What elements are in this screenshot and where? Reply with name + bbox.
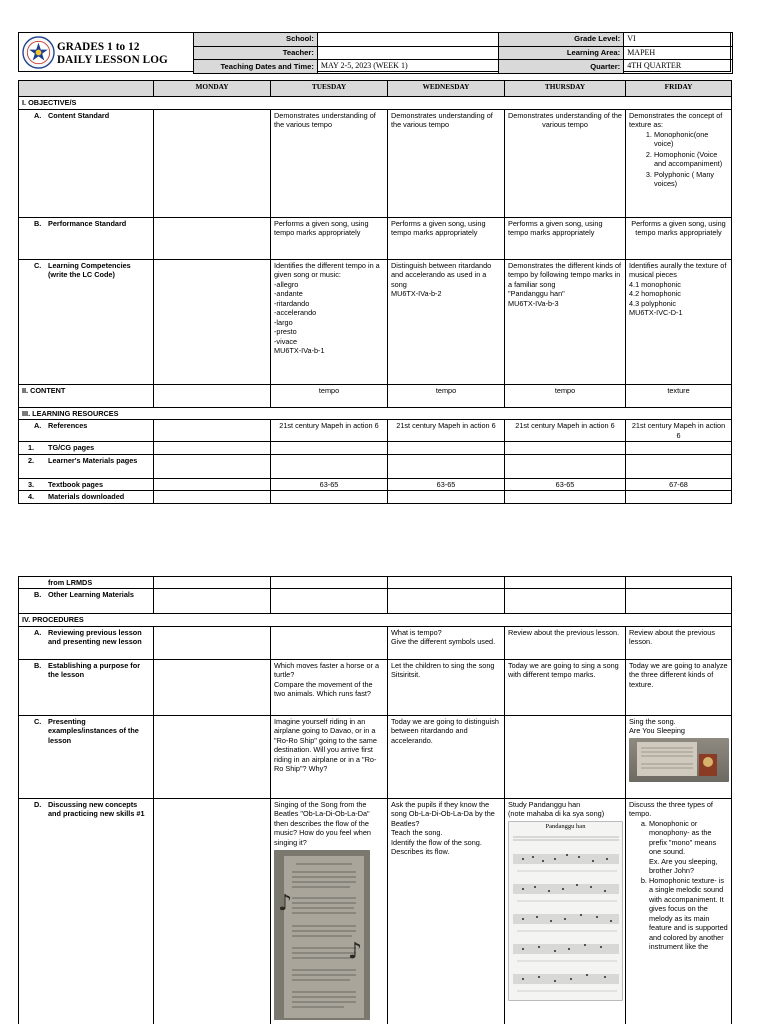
cell-thursday: Demonstrates the different kinds of tempo by following tempo marks in a familiar song "Pandanggu han" MU6TX-IVa-b-3 bbox=[505, 260, 626, 385]
cell-tuesday: tempo bbox=[271, 385, 388, 408]
content-section-row bbox=[19, 385, 732, 408]
cell-thursday: Demonstrates understanding of the various tempo bbox=[505, 110, 626, 218]
row-label: Textbook pages bbox=[48, 479, 104, 489]
cell-monday bbox=[154, 385, 271, 408]
procedures-heading: IV. PROCEDURES bbox=[19, 614, 732, 626]
cell-thursday: Review about the previous lesson. bbox=[505, 626, 626, 659]
procedures-section-row bbox=[19, 614, 732, 626]
cell-tuesday: 21st century Mapeh in action 6 bbox=[271, 420, 388, 442]
cell-friday: 67-68 bbox=[626, 478, 732, 490]
references-row bbox=[19, 420, 732, 442]
row-label: Performance Standard bbox=[48, 219, 127, 228]
document-title bbox=[57, 41, 168, 67]
school-label: School: bbox=[194, 33, 318, 47]
cell-tuesday bbox=[271, 626, 388, 659]
row-label: Establishing a purpose for the lesson bbox=[48, 660, 141, 680]
are-you-sleeping-photo bbox=[629, 738, 729, 782]
row-number: 1. bbox=[28, 443, 35, 453]
cell-friday: Identifies aurally the texture of musical pieces 4.1 monophonic 4.2 homophonic 4.3 polyphonic MU6TX-IVC-D-1 bbox=[626, 260, 732, 385]
cell-wednesday: Distinguish between ritardando and accelerando as used in a song MU6TX-IVa-b-2 bbox=[388, 260, 505, 385]
row-label: Discussing new concepts and practicing new skills #1 bbox=[48, 799, 145, 819]
cell-friday: Review about the previous lesson. bbox=[626, 626, 732, 659]
corner-cell bbox=[19, 81, 154, 97]
cell-thursday: 63-65 bbox=[505, 478, 626, 490]
cell-thursday bbox=[505, 798, 626, 1024]
content-heading: II. CONTENT bbox=[19, 385, 154, 408]
content-standard-row bbox=[19, 110, 732, 218]
cell-wednesday: Performs a given song, using tempo marks appropriately bbox=[388, 218, 505, 260]
list-item: 2. Homophonic (Voice and accompaniment) bbox=[654, 150, 728, 169]
texture-intro: Demonstrates the concept of texture as: bbox=[629, 111, 723, 130]
row-letter: A. bbox=[34, 111, 42, 120]
cell-wednesday: Ask the pupils if they know the song Ob-La-Di-Ob-La-Da by the Beatles? Teach the song. Identify the flow of the song. Describes its flow. bbox=[388, 798, 505, 1024]
cell-monday bbox=[154, 715, 271, 798]
lyrics-photo bbox=[274, 850, 370, 1020]
row-label: Reviewing previous lesson and presenting new lesson bbox=[48, 627, 142, 647]
texture-list bbox=[642, 130, 728, 189]
row-number: 4. bbox=[28, 492, 35, 502]
list-item: a. Monophonic or monophony- as the prefix "mono" means one sound. Ex. Are you sleeping, brother John? bbox=[649, 819, 728, 876]
other-materials-row bbox=[19, 589, 732, 614]
learning-area-label: Learning Area: bbox=[499, 46, 624, 60]
day-monday: MONDAY bbox=[154, 81, 271, 97]
learning-area-value: MAPEH bbox=[624, 46, 733, 60]
row-label: Other Learning Materials bbox=[48, 590, 134, 600]
cell-tuesday bbox=[271, 798, 388, 1024]
proc-b-row bbox=[19, 659, 732, 715]
header-info-grid bbox=[193, 32, 733, 74]
row-letter: C. bbox=[34, 261, 42, 270]
cell-wednesday: 21st century Mapeh in action 6 bbox=[388, 420, 505, 442]
cell-monday bbox=[154, 478, 271, 490]
row-label: Learner's Materials pages bbox=[48, 455, 138, 465]
textbook-pages-row bbox=[19, 478, 732, 490]
cell-wednesday: 63-65 bbox=[388, 478, 505, 490]
grade-level-label: Grade Level: bbox=[499, 33, 624, 47]
cell-friday bbox=[626, 110, 732, 218]
proc-d-row bbox=[19, 798, 732, 1024]
list-item: 3. Polyphonic ( Many voices) bbox=[654, 170, 728, 189]
cell-friday: Performs a given song, using tempo marks appropriately bbox=[626, 218, 732, 260]
song-instruction: Sing the song. Are You Sleeping bbox=[629, 716, 685, 736]
cell-wednesday: Let the children to sing the song Sitsiritsit. bbox=[388, 659, 505, 715]
school-value bbox=[317, 33, 499, 47]
cell-tuesday: Performs a given song, using tempo marks appropriately bbox=[271, 218, 388, 260]
svg-text:♪: ♪ bbox=[278, 891, 293, 917]
cell-thursday: 21st century Mapeh in action 6 bbox=[505, 420, 626, 442]
row-label: Presenting examples/instances of the lesson bbox=[48, 716, 139, 745]
cell-friday bbox=[626, 798, 732, 1024]
row-number: 2. bbox=[28, 455, 35, 465]
list-item: b. Homophonic texture- is a single melodic sound with accompaniment. It gives focus on the melody as its main feature and is supported and colored by another instrument like the bbox=[649, 876, 728, 952]
cell-friday: texture bbox=[626, 385, 732, 408]
row-letter: A. bbox=[34, 421, 42, 431]
pandanggu-han-score bbox=[508, 821, 623, 1001]
learning-competencies-row bbox=[19, 260, 732, 385]
cell-wednesday: tempo bbox=[388, 385, 505, 408]
cell-wednesday: What is tempo? Give the different symbols used. bbox=[388, 626, 505, 659]
row-letter: D. bbox=[34, 799, 42, 809]
deped-seal-icon bbox=[22, 36, 55, 69]
day-friday: FRIDAY bbox=[626, 81, 732, 97]
lrmds-continued-row bbox=[19, 577, 732, 589]
music-staff-image-icon bbox=[509, 831, 623, 1001]
lesson-log-table-page1 bbox=[18, 80, 732, 504]
teacher-value bbox=[317, 46, 499, 60]
row-label: References bbox=[48, 421, 88, 431]
cell-monday bbox=[154, 110, 271, 218]
beatles-song-text: Singing of the Song from the Beatles "Ob-La-Di-Ob-La-Da" then describes the flow of the music? How do you feel when singing it? bbox=[274, 799, 371, 847]
row-number: 3. bbox=[28, 479, 35, 489]
quarter-value: 4TH QUARTER bbox=[624, 60, 733, 74]
tg-pages-row bbox=[19, 442, 732, 454]
grade-level-value: VI bbox=[624, 33, 733, 47]
pandanggu-han-text: Study Pandanggu han (note mahaba di ka sya song) bbox=[508, 799, 605, 819]
title-line-2: DAILY LESSON LOG bbox=[57, 53, 168, 66]
cell-monday bbox=[154, 420, 271, 442]
row-label: Materials downloaded bbox=[48, 492, 125, 502]
cell-friday: Today we are going to analyze the three different kinds of texture. bbox=[626, 659, 732, 715]
dates-label: Teaching Dates and Time: bbox=[194, 60, 318, 74]
day-wednesday: WEDNESDAY bbox=[388, 81, 505, 97]
objectives-section-row bbox=[19, 97, 732, 110]
lesson-log-table-page2 bbox=[18, 576, 732, 1024]
cell-monday bbox=[154, 626, 271, 659]
cell-thursday: Today we are going to sing a song with different tempo marks. bbox=[505, 659, 626, 715]
title-line-1: GRADES 1 to 12 bbox=[57, 41, 140, 53]
cell-tuesday: Imagine yourself riding in an airplane going to Davao, or in a "Ro-Ro Ship" going to the same destination. Will you arrive first riding in an airplane or in a "Ro-Ro Ship"? Why? bbox=[271, 715, 388, 798]
cell-thursday: Performs a given song, using tempo marks appropriately bbox=[505, 218, 626, 260]
performance-standard-row bbox=[19, 218, 732, 260]
row-letter: B. bbox=[34, 590, 42, 600]
cell-tuesday: Identifies the different tempo in a given song or music: -allegro -andante -ritardando -accelerando -largo -presto -vivace MU6TX-IVa-b-1 bbox=[271, 260, 388, 385]
cell-tuesday: Demonstrates understanding of the various tempo bbox=[271, 110, 388, 218]
list-item: 1. Monophonic(one voice) bbox=[654, 130, 728, 149]
row-letter: C. bbox=[34, 716, 42, 726]
row-letter: B. bbox=[34, 660, 42, 670]
lyrics-sheet-image-icon bbox=[274, 850, 370, 1020]
score-title: Pandanggu han bbox=[545, 822, 586, 830]
row-label: from LRMDS bbox=[48, 578, 93, 587]
dates-value: MAY 2-5, 2023 (WEEK 1) bbox=[317, 60, 499, 74]
cell-thursday bbox=[505, 715, 626, 798]
cell-tuesday: 63-65 bbox=[271, 478, 388, 490]
cell-wednesday: Demonstrates understanding of the various tempo bbox=[388, 110, 505, 218]
cell-monday bbox=[154, 218, 271, 260]
cell-friday: 21st century Mapeh in action 6 bbox=[626, 420, 732, 442]
quarter-label: Quarter: bbox=[499, 60, 624, 74]
resources-section-row bbox=[19, 408, 732, 420]
lm-pages-row bbox=[19, 454, 732, 478]
days-header-row bbox=[19, 81, 732, 97]
row-label: Learning Competencies (write the LC Code) bbox=[48, 261, 131, 280]
texture-discussion-intro: Discuss the three types of tempo. bbox=[629, 799, 713, 819]
song-book-image-icon bbox=[629, 738, 729, 782]
materials-downloaded-row bbox=[19, 491, 732, 504]
cell-thursday: tempo bbox=[505, 385, 626, 408]
objectives-heading: I. OBJECTIVE/S bbox=[19, 97, 732, 110]
cell-monday bbox=[154, 798, 271, 1024]
svg-text:♪: ♪ bbox=[348, 939, 363, 965]
proc-c-row bbox=[19, 715, 732, 798]
cell-monday bbox=[154, 260, 271, 385]
row-letter: A. bbox=[34, 627, 42, 637]
row-label: TG/CG pages bbox=[48, 443, 95, 453]
cell-tuesday: Which moves faster a horse or a turtle? Compare the movement of the two animals. Which runs fast? bbox=[271, 659, 388, 715]
texture-types-list bbox=[635, 819, 728, 952]
day-tuesday: TUESDAY bbox=[271, 81, 388, 97]
cell-monday bbox=[154, 659, 271, 715]
lesson-log-header bbox=[18, 32, 731, 72]
row-letter: B. bbox=[34, 219, 42, 228]
teacher-label: Teacher: bbox=[194, 46, 318, 60]
day-thursday: THURSDAY bbox=[505, 81, 626, 97]
cell-wednesday: Today we are going to distinguish between ritardando and accelerando. bbox=[388, 715, 505, 798]
proc-a-row bbox=[19, 626, 732, 659]
row-label: Content Standard bbox=[48, 111, 110, 120]
resources-heading: III. LEARNING RESOURCES bbox=[19, 408, 732, 420]
cell-friday bbox=[626, 715, 732, 798]
